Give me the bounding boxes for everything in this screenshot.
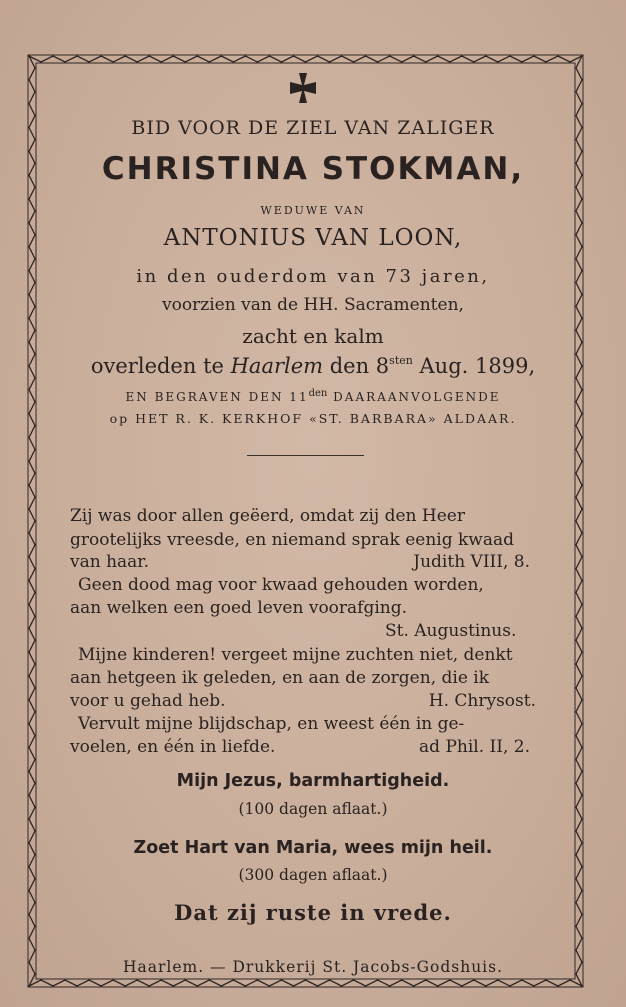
age-line: in den ouderdom van 73 jaren, (136, 266, 490, 287)
death-day-suffix: sten (389, 354, 413, 367)
death-den: den 8 (323, 354, 390, 378)
printer-footer: Haarlem. — Drukkerij St. Jacobs-Godshuis. (122, 958, 504, 976)
quote-line: Geen dood mag voor kwaad gehouden worden, (78, 575, 484, 595)
indulgence-300: (300 dagen aflaat.) (238, 866, 388, 884)
quote-line: grootelijks vreesde, en niemand sprak eenig kwaad (70, 530, 514, 550)
husband-name: ANTONIUS VAN LOON, (163, 225, 463, 251)
quote-text: voor u gehad heb. (70, 691, 226, 711)
burial-line (0, 388, 626, 404)
burial-suffix: den (308, 388, 328, 399)
death-line (0, 354, 626, 378)
quote-line: aan welken een goed leven voorafging. (70, 598, 408, 618)
calm-line: zacht en kalm (242, 324, 384, 348)
quote-line (70, 552, 560, 572)
cemetery-line: op HET R. K. KERKHOF «ST. BARBARA» ALDAAR. (109, 411, 517, 426)
quote-source: Judith VIII, 8. (413, 552, 530, 572)
prayer-jezus: Mijn Jezus, barmhartigheid. (176, 771, 450, 791)
cross-pattee-icon (288, 72, 318, 104)
quote-line: Vervult mijne blijdschap, en weest één in ge- (78, 714, 465, 734)
quote-source: ad Phil. II, 2. (419, 737, 530, 757)
quote-line: aan hetgeen ik geleden, en aan de zorgen, die ik (70, 668, 490, 688)
quote-source: H. Chrysost. (428, 691, 536, 711)
quote-line: Mijne kinderen! vergeet mijne zuchten niet, denkt (78, 645, 513, 665)
death-place: Haarlem (230, 354, 324, 378)
closing-prayer: Dat zij ruste in vrede. (174, 900, 452, 925)
prayer-maria: Zoet Hart van Maria, wees mijn heil. (133, 838, 493, 858)
divider (247, 455, 364, 456)
quote-source: St. Augustinus. (385, 621, 517, 641)
indulgence-100: (100 dagen aflaat.) (238, 800, 388, 818)
sacrament-line: voorzien van de HH. Sacramenten, (162, 295, 464, 315)
burial-part2: DAARAANVOLGENDE (327, 390, 501, 404)
deceased-name: CHRISTINA STOKMAN, (101, 151, 525, 187)
death-prefix: overleden te (90, 354, 231, 378)
death-date-rest: Aug. 1899, (412, 354, 536, 378)
quote-text: voelen, en één in liefde. (70, 737, 276, 757)
quote-line (70, 737, 560, 757)
quote-line: Zij was door allen geëerd, omdat zij den Heer (70, 506, 465, 526)
prayer-heading: BID VOOR DE ZIEL VAN ZALIGER (131, 117, 495, 139)
quote-line (70, 691, 560, 711)
widow-label: WEDUWE VAN (260, 204, 366, 217)
quote-text: van haar. (70, 552, 149, 572)
burial-part1: EN BEGRAVEN DEN 11 (125, 390, 309, 404)
